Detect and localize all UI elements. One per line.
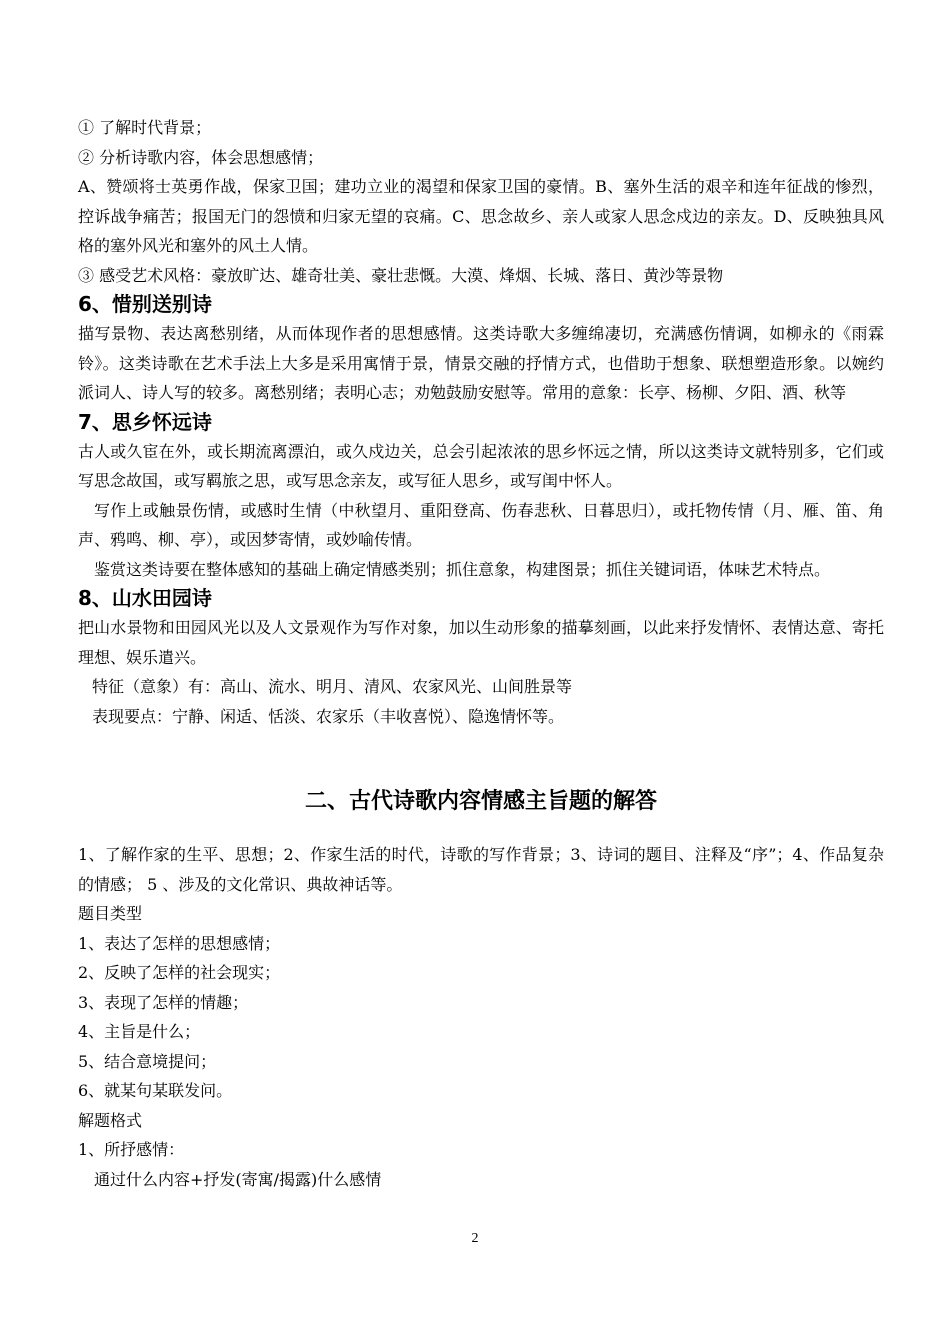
list-label: 题目类型 [78, 904, 143, 923]
list-item: 4、主旨是什么； [78, 1022, 201, 1041]
section-heading: 8、山水田园诗 [78, 586, 212, 610]
list-item-detail: 通过什么内容+抒发(寄寓/揭露)什么感情 [94, 1169, 382, 1189]
paragraph: ① 了解时代背景； [78, 118, 212, 137]
paragraph: ③ 感受艺术风格：豪放旷达、雄奇壮美、豪壮悲慨。大漠、烽烟、长城、落日、黄沙等景物 [78, 265, 724, 285]
paragraph: 把山水景物和田园风光以及人文景观作为写作对象，加以生动形象的描摹刻画，以此来抒发情怀、表情达意、寄托理想、娱乐遣兴。 [78, 618, 884, 667]
page-number: 2 [471, 1231, 479, 1246]
list-item: 2、反映了怎样的社会现实； [78, 963, 281, 982]
section-heading: 7、思乡怀远诗 [78, 409, 212, 434]
section-heading: 6、惜别送别诗 [78, 292, 212, 316]
paragraph: 鉴赏这类诗要在整体感知的基础上确定情感类别；抓住意象，构建图景；抓住关键词语，体味艺术特点。 [94, 559, 831, 579]
paragraph: 表现要点：宁静、闲适、恬淡、农家乐（丰收喜悦）、隐逸情怀等。 [92, 706, 565, 726]
list-item: 6、就某句某联发问。 [78, 1081, 233, 1100]
paragraph: ② 分析诗歌内容，体会思想感情； [78, 147, 324, 167]
list-item: 1、表达了怎样的思想感情； [78, 933, 281, 953]
paragraph: 1、了解作家的生平、思想；2、作家生活的时代，诗歌的写作背景；3、诗词的题目、注释及“序”；4、作品复杂的情感； 5 、涉及的文化常识、典故神话等。 [78, 845, 884, 894]
paragraph: 古人或久宦在外，或长期流离漂泊，或久戍边关，总会引起浓浓的思乡怀远之情，所以这类诗文就特别多，它们或写思念故国，或写羁旅之思，或写思念亲友，或写征人思乡，或写闺中怀人。 [78, 441, 884, 490]
paragraph: 描写景物、表达离愁别绪，从而体现作者的思想感情。这类诗歌大多缠绵凄切，充满感伤情调，如柳永的《雨霖铃》。这类诗歌在艺术手法上大多是采用寓情于景，情景交融的抒情方式，也借助于想象、联想塑造形象。以婉约派词人、诗人写的较多。离愁别绪；表明心志；劝勉鼓励安慰等。常用的意象：长亭、杨柳、夕阳、酒、秋等 [78, 324, 884, 402]
paragraph: 特征（意象）有：高山、流水、明月、清风、农家风光、山间胜景等 [92, 677, 573, 696]
paragraph: 写作上或触景伤情，或感时生情（中秋望月、重阳登高、伤春悲秋、日暮思归），或托物传情（月、雁、笛、角声、鸦鸣、柳、亭），或因梦寄情，或妙喻传情。 [78, 500, 884, 549]
document-page [78, 113, 884, 1194]
part-heading: 二、古代诗歌内容情感主旨题的解答 [304, 789, 657, 814]
paragraph: A、赞颂将士英勇作战，保家卫国；建功立业的渴望和保家卫国的豪情。B、塞外生活的艰辛和连年征战的惨烈，控诉战争痛苦；报国无门的怨愤和归家无望的哀痛。C、思念故乡、亲人或家人思念戍边的亲友。D、反映独具风格的塞外风光和塞外的风土人情。 [78, 177, 884, 255]
list-item: 3、表现了怎样的情趣； [78, 992, 249, 1012]
list-label: 解题格式 [78, 1110, 143, 1130]
list-item: 1、所抒感情： [78, 1140, 185, 1159]
list-item: 5、结合意境提问； [78, 1051, 217, 1071]
